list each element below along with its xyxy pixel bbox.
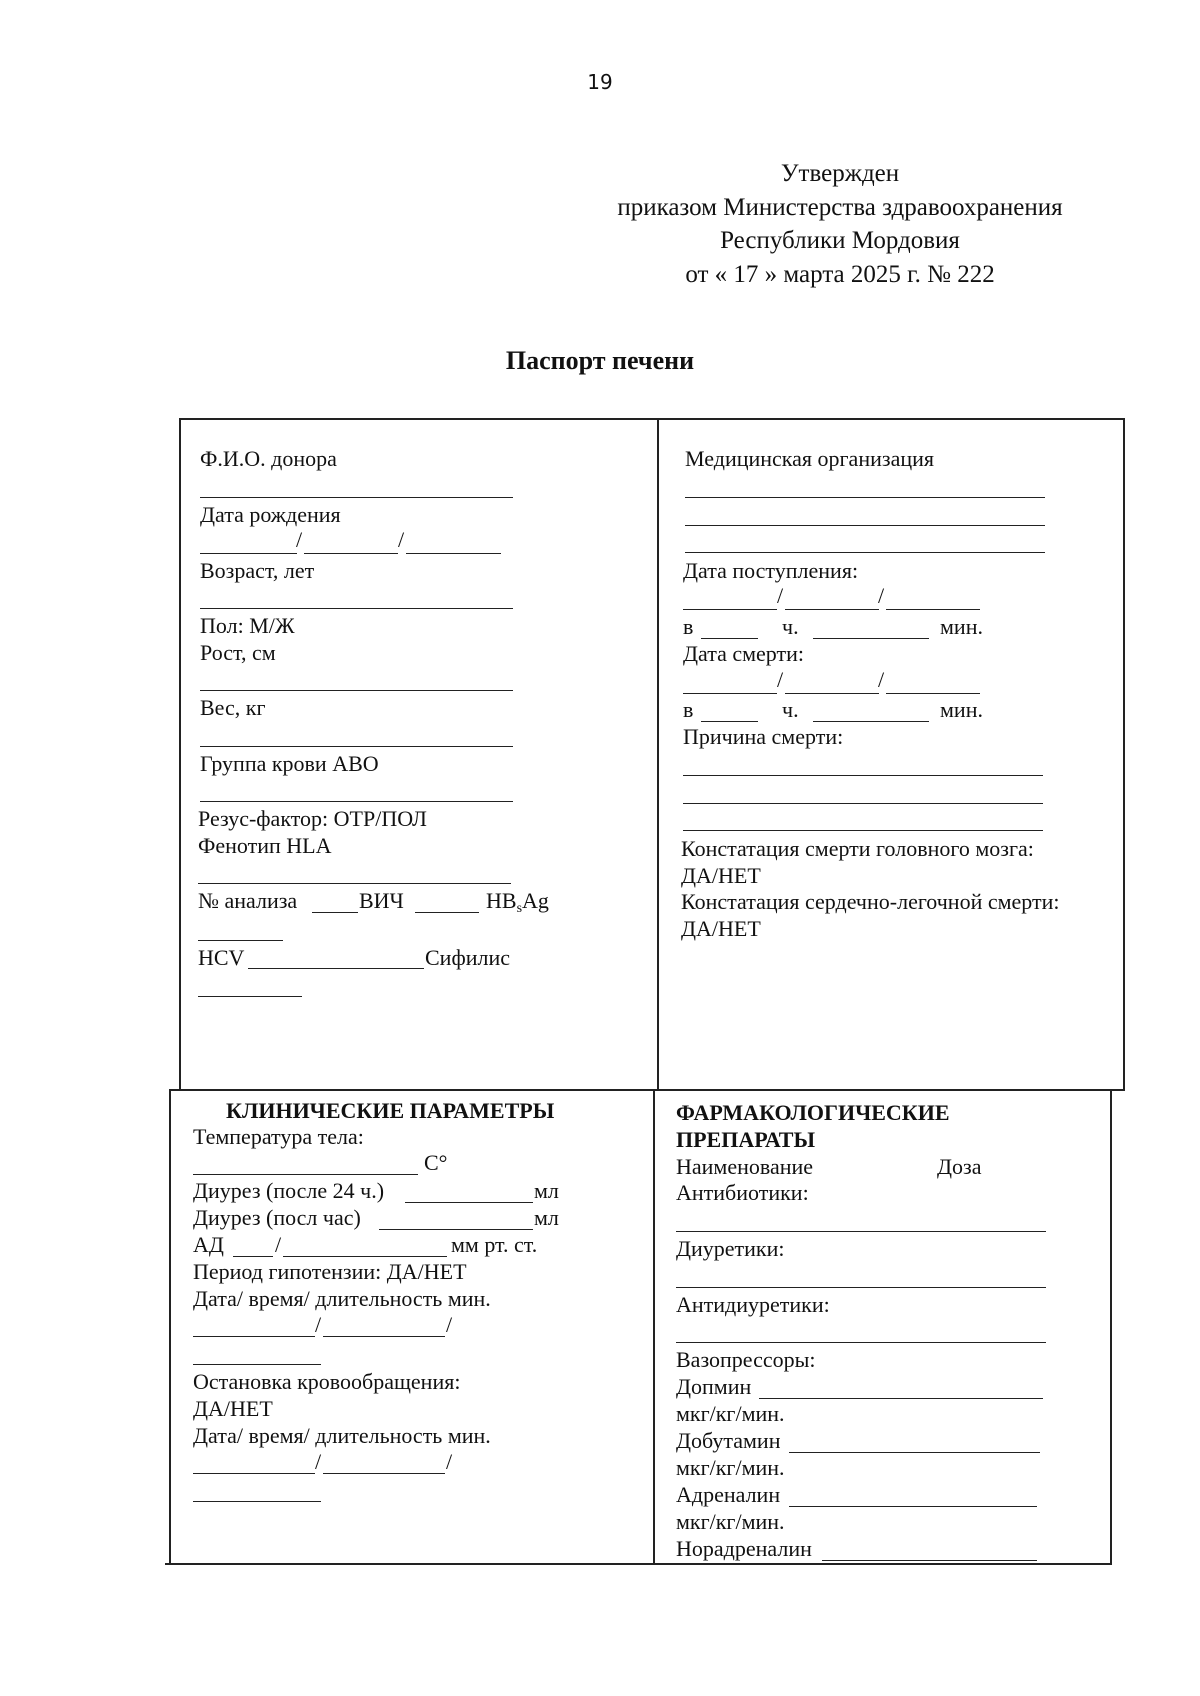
arrest-yes-no[interactable]: ДА/НЕТ bbox=[193, 1396, 273, 1421]
death-in-label: в bbox=[683, 697, 694, 722]
death-day-field[interactable] bbox=[683, 693, 777, 694]
syphilis-label: Сифилис bbox=[425, 945, 510, 970]
temperature-field[interactable] bbox=[193, 1174, 418, 1175]
hiv-field[interactable] bbox=[415, 912, 479, 913]
bp-label: АД bbox=[193, 1232, 224, 1257]
dobutamine-unit: мкг/кг/мин. bbox=[676, 1455, 785, 1480]
sex-label: Пол: М/Ж bbox=[200, 613, 295, 638]
table-middle-border bbox=[169, 1089, 1125, 1091]
pharma-header-2: ПРЕПАРАТЫ bbox=[676, 1127, 816, 1152]
height-label: Рост, см bbox=[200, 640, 276, 665]
rhesus-label: Резус-фактор: ОТР/ПОЛ bbox=[198, 806, 427, 831]
death-minutes-field[interactable] bbox=[813, 721, 929, 722]
adrenaline-label: Адреналин bbox=[676, 1482, 781, 1507]
hypotension-date-field[interactable] bbox=[193, 1336, 315, 1337]
dopamine-label: Допмин bbox=[676, 1374, 752, 1399]
admission-slash-2: / bbox=[878, 583, 885, 608]
table-right-border-upper bbox=[1123, 418, 1125, 1090]
table-left-border-upper bbox=[179, 418, 181, 1090]
bp-systolic-field[interactable] bbox=[233, 1256, 273, 1257]
weight-field[interactable] bbox=[200, 746, 513, 747]
temperature-label: Температура тела: bbox=[193, 1124, 364, 1149]
celsius-label: С° bbox=[424, 1150, 448, 1175]
dopamine-field[interactable] bbox=[759, 1398, 1043, 1399]
arrest-datetime-label: Дата/ время/ длительность мин. bbox=[193, 1423, 491, 1448]
admission-month-field[interactable] bbox=[785, 609, 879, 610]
death-hours-label: ч. bbox=[782, 697, 799, 722]
arrest-duration-field[interactable] bbox=[193, 1501, 321, 1502]
death-date-label: Дата смерти: bbox=[683, 641, 805, 666]
antidiuretics-field[interactable] bbox=[676, 1342, 1046, 1343]
antibiotics-label: Антибиотики: bbox=[676, 1180, 809, 1205]
death-minutes-label: мин. bbox=[940, 697, 983, 722]
height-field[interactable] bbox=[200, 690, 513, 691]
hiv-label: ВИЧ bbox=[359, 888, 404, 913]
admission-hours-label: ч. bbox=[782, 614, 799, 639]
brain-death-yes-no[interactable]: ДА/НЕТ bbox=[681, 863, 761, 888]
birth-month-field[interactable] bbox=[304, 553, 398, 554]
age-field[interactable] bbox=[200, 608, 513, 609]
admission-minutes-field[interactable] bbox=[813, 638, 929, 639]
death-hours-field[interactable] bbox=[701, 721, 758, 722]
hcv-label: HCV bbox=[198, 945, 245, 970]
table-left-border-lower bbox=[169, 1090, 171, 1565]
cardio-death-yes-no[interactable]: ДА/НЕТ bbox=[681, 916, 761, 941]
table-bottom-border bbox=[165, 1563, 1112, 1565]
death-cause-field-1[interactable] bbox=[683, 775, 1043, 776]
approval-line-2: приказом Министерства здравоохранения bbox=[617, 194, 1063, 221]
birth-slash-1: / bbox=[296, 527, 303, 552]
med-org-field-2[interactable] bbox=[685, 525, 1045, 526]
birth-year-field[interactable] bbox=[406, 553, 501, 554]
death-slash-2: / bbox=[878, 667, 885, 692]
dopamine-unit: мкг/кг/мин. bbox=[676, 1401, 785, 1426]
hypotension-time-field[interactable] bbox=[323, 1336, 445, 1337]
diuresis24-label: Диурез (после 24 ч.) bbox=[193, 1178, 385, 1203]
pharma-dose-column: Доза bbox=[937, 1154, 982, 1179]
antibiotics-field[interactable] bbox=[676, 1231, 1046, 1232]
hbsag-label: $HB_sAg$ bbox=[486, 888, 549, 916]
pharma-name-column: Наименование bbox=[676, 1154, 814, 1179]
age-label: Возраст, лет bbox=[200, 558, 315, 583]
hypotension-duration-field[interactable] bbox=[193, 1364, 321, 1365]
hypotension-label[interactable]: Период гипотензии: ДА/НЕТ bbox=[193, 1259, 467, 1284]
med-org-field-3[interactable] bbox=[685, 552, 1045, 553]
dobutamine-field[interactable] bbox=[789, 1452, 1040, 1453]
admission-date-label: Дата поступления: bbox=[683, 558, 859, 583]
weight-label: Вес, кг bbox=[200, 695, 266, 720]
arrest-time-field[interactable] bbox=[323, 1473, 445, 1474]
brain-death-label: Констатация смерти головного мозга: bbox=[681, 836, 1034, 861]
document-title: Паспорт печени bbox=[505, 346, 695, 375]
pharma-header-1: ФАРМАКОЛОГИЧЕСКИЕ bbox=[676, 1100, 950, 1125]
death-cause-field-2[interactable] bbox=[683, 803, 1043, 804]
approval-line-4: от « 17 » марта 2025 г. № 222 bbox=[685, 261, 995, 288]
hla-field[interactable] bbox=[198, 883, 511, 884]
birth-slash-2: / bbox=[398, 527, 405, 552]
hbsag-field[interactable] bbox=[198, 940, 283, 941]
diuresis24-field[interactable] bbox=[405, 1202, 533, 1203]
arrest-label: Остановка кровообращения: bbox=[193, 1369, 461, 1394]
cardio-death-label: Констатация сердечно-легочной смерти: bbox=[681, 889, 1060, 914]
admission-slash-1: / bbox=[777, 583, 784, 608]
vasopressors-label: Вазопрессоры: bbox=[676, 1347, 816, 1372]
admission-hours-field[interactable] bbox=[701, 638, 758, 639]
diuresis-hour-label: Диурез (посл час) bbox=[193, 1205, 361, 1230]
diuresis-hour-field[interactable] bbox=[379, 1229, 533, 1230]
admission-day-field[interactable] bbox=[683, 609, 777, 610]
bp-slash: / bbox=[275, 1232, 282, 1257]
syphilis-field[interactable] bbox=[198, 996, 302, 997]
table-top-border bbox=[179, 418, 1125, 420]
admission-minutes-label: мин. bbox=[940, 614, 983, 639]
hypotension-slash-1: / bbox=[315, 1312, 322, 1337]
page-number: 19 bbox=[587, 70, 613, 94]
diuretics-label: Диуретики: bbox=[676, 1236, 785, 1261]
approval-line-3: Республики Мордовия bbox=[720, 227, 960, 254]
table-center-divider-lower bbox=[653, 1090, 655, 1565]
med-org-label: Медицинская организация bbox=[685, 446, 934, 471]
donor-fio-label: Ф.И.О. донора bbox=[200, 446, 337, 471]
analysis-no-label: № анализа bbox=[198, 888, 298, 913]
analysis-no-field[interactable] bbox=[312, 912, 358, 913]
death-cause-field-3[interactable] bbox=[683, 830, 1043, 831]
death-slash-1: / bbox=[777, 667, 784, 692]
bp-diastolic-field[interactable] bbox=[283, 1256, 447, 1257]
donor-fio-field[interactable] bbox=[200, 497, 513, 498]
antidiuretics-label: Антидиуретики: bbox=[676, 1292, 830, 1317]
admission-in-label: в bbox=[683, 614, 694, 639]
death-cause-label: Причина смерти: bbox=[683, 724, 844, 749]
bp-unit: мм рт. ст. bbox=[451, 1232, 538, 1257]
clinical-header: КЛИНИЧЕСКИЕ ПАРАМЕТРЫ bbox=[226, 1098, 555, 1123]
arrest-slash-2: / bbox=[446, 1449, 453, 1474]
approval-line-1: Утвержден bbox=[780, 160, 900, 187]
birth-date-label: Дата рождения bbox=[200, 502, 341, 527]
table-right-border-lower bbox=[1110, 1090, 1112, 1565]
death-month-field[interactable] bbox=[785, 693, 879, 694]
blood-group-field[interactable] bbox=[200, 801, 513, 802]
hla-label: Фенотип HLA bbox=[198, 833, 332, 858]
diuretics-field[interactable] bbox=[676, 1287, 1046, 1288]
death-year-field[interactable] bbox=[886, 693, 980, 694]
diuresis24-unit: мл bbox=[534, 1178, 559, 1203]
med-org-field-1[interactable] bbox=[685, 497, 1045, 498]
arrest-date-field[interactable] bbox=[193, 1473, 315, 1474]
hypotension-slash-2: / bbox=[446, 1312, 453, 1337]
arrest-slash-1: / bbox=[315, 1449, 322, 1474]
adrenaline-field[interactable] bbox=[789, 1506, 1037, 1507]
birth-day-field[interactable] bbox=[200, 553, 297, 554]
noradrenaline-field[interactable] bbox=[822, 1560, 1037, 1561]
dobutamine-label: Добутамин bbox=[676, 1428, 781, 1453]
hypotension-datetime-label: Дата/ время/ длительность мин. bbox=[193, 1286, 491, 1311]
table-center-divider-upper bbox=[657, 418, 659, 1090]
diuresis-hour-unit: мл bbox=[534, 1205, 559, 1230]
hcv-field[interactable] bbox=[248, 968, 424, 969]
blood-group-label: Группа крови АВО bbox=[200, 751, 379, 776]
adrenaline-unit: мкг/кг/мин. bbox=[676, 1509, 785, 1534]
admission-year-field[interactable] bbox=[886, 609, 980, 610]
passport-form-table bbox=[165, 418, 1125, 1565]
noradrenaline-label: Норадреналин bbox=[676, 1536, 812, 1561]
